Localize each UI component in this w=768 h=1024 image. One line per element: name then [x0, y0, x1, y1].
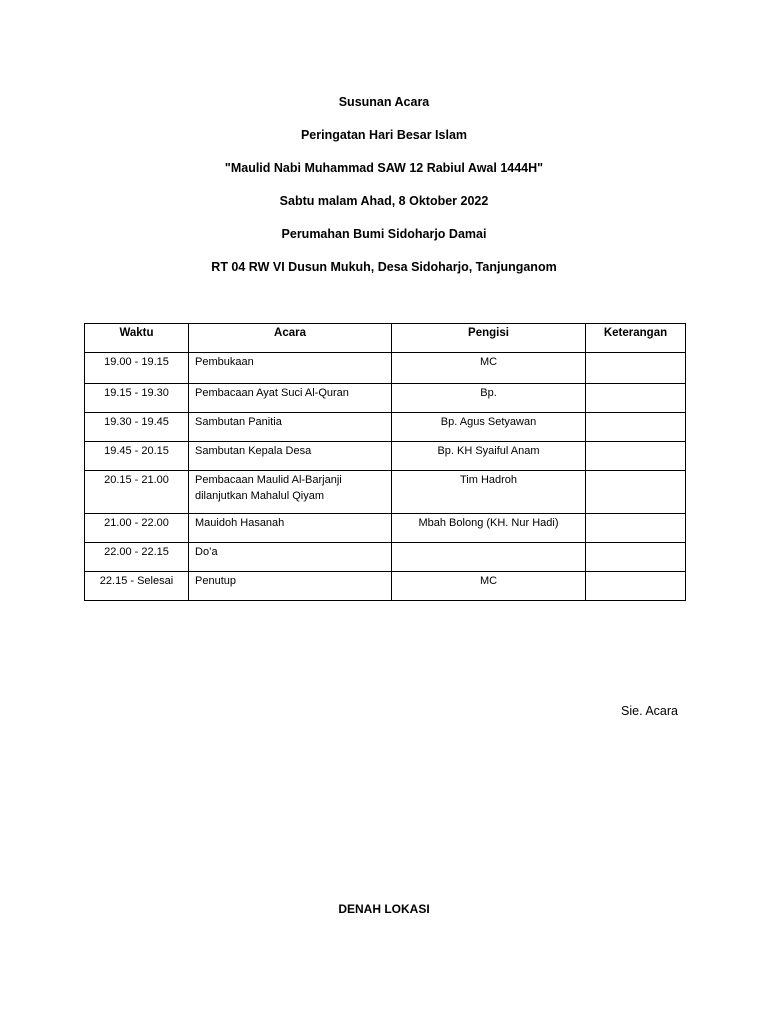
cell-acara: Pembacaan Maulid Al-Barjanji dilanjutkan Mahalul Qiyam [189, 471, 392, 514]
cell-keterangan [586, 572, 686, 601]
cell-waktu: 19.45 - 20.15 [85, 442, 189, 471]
document-title: Susunan Acara [338, 95, 430, 109]
cell-waktu: 19.15 - 19.30 [85, 384, 189, 413]
cell-acara: Penutup [189, 572, 392, 601]
cell-acara: Sambutan Kepala Desa [189, 442, 392, 471]
table-row [85, 514, 686, 543]
schedule-table [84, 323, 686, 601]
cell-waktu: 20.15 - 21.00 [85, 471, 189, 514]
section-title-denah-lokasi: DENAH LOKASI [338, 902, 430, 916]
cell-pengisi: MC [392, 353, 586, 384]
event-name: "Maulid Nabi Muhammad SAW 12 Rabiul Awal 1444H" [224, 161, 544, 175]
cell-waktu: 19.30 - 19.45 [85, 413, 189, 442]
table-row [85, 543, 686, 572]
cell-keterangan [586, 543, 686, 572]
cell-pengisi [392, 543, 586, 572]
cell-waktu: 22.15 - Selesai [85, 572, 189, 601]
cell-waktu: 22.00 - 22.15 [85, 543, 189, 572]
cell-pengisi: MC [392, 572, 586, 601]
cell-keterangan [586, 384, 686, 413]
column-header-keterangan: Keterangan [586, 324, 686, 353]
column-header-acara: Acara [189, 324, 392, 353]
cell-acara: Pembacaan Ayat Suci Al-Quran [189, 384, 392, 413]
table-row [85, 471, 686, 514]
cell-keterangan [586, 353, 686, 384]
table-header-row [85, 324, 686, 353]
cell-pengisi: Bp. Agus Setyawan [392, 413, 586, 442]
cell-pengisi: Bp. [392, 384, 586, 413]
column-header-waktu: Waktu [85, 324, 189, 353]
cell-waktu: 19.00 - 19.15 [85, 353, 189, 384]
table-row [85, 572, 686, 601]
event-subtitle: Peringatan Hari Besar Islam [300, 128, 468, 142]
cell-keterangan [586, 471, 686, 514]
cell-acara: Pembukaan [189, 353, 392, 384]
cell-keterangan [586, 514, 686, 543]
cell-pengisi: Mbah Bolong (KH. Nur Hadi) [392, 514, 586, 543]
event-venue: Perumahan Bumi Sidoharjo Damai [281, 227, 487, 241]
table-row [85, 384, 686, 413]
cell-acara: Sambutan Panitia [189, 413, 392, 442]
cell-waktu: 21.00 - 22.00 [85, 514, 189, 543]
cell-keterangan [586, 442, 686, 471]
cell-keterangan [586, 413, 686, 442]
table-row [85, 413, 686, 442]
table-row [85, 442, 686, 471]
column-header-pengisi: Pengisi [392, 324, 586, 353]
cell-acara: Do’a [189, 543, 392, 572]
event-address: RT 04 RW VI Dusun Mukuh, Desa Sidoharjo, Tanjunganom [211, 260, 557, 274]
table-row [85, 353, 686, 384]
cell-acara: Mauidoh Hasanah [189, 514, 392, 543]
cell-pengisi: Bp. KH Syaiful Anam [392, 442, 586, 471]
signoff-label: Sie. Acara [621, 704, 678, 718]
cell-pengisi: Tim Hadroh [392, 471, 586, 514]
event-date: Sabtu malam Ahad, 8 Oktober 2022 [279, 194, 489, 208]
